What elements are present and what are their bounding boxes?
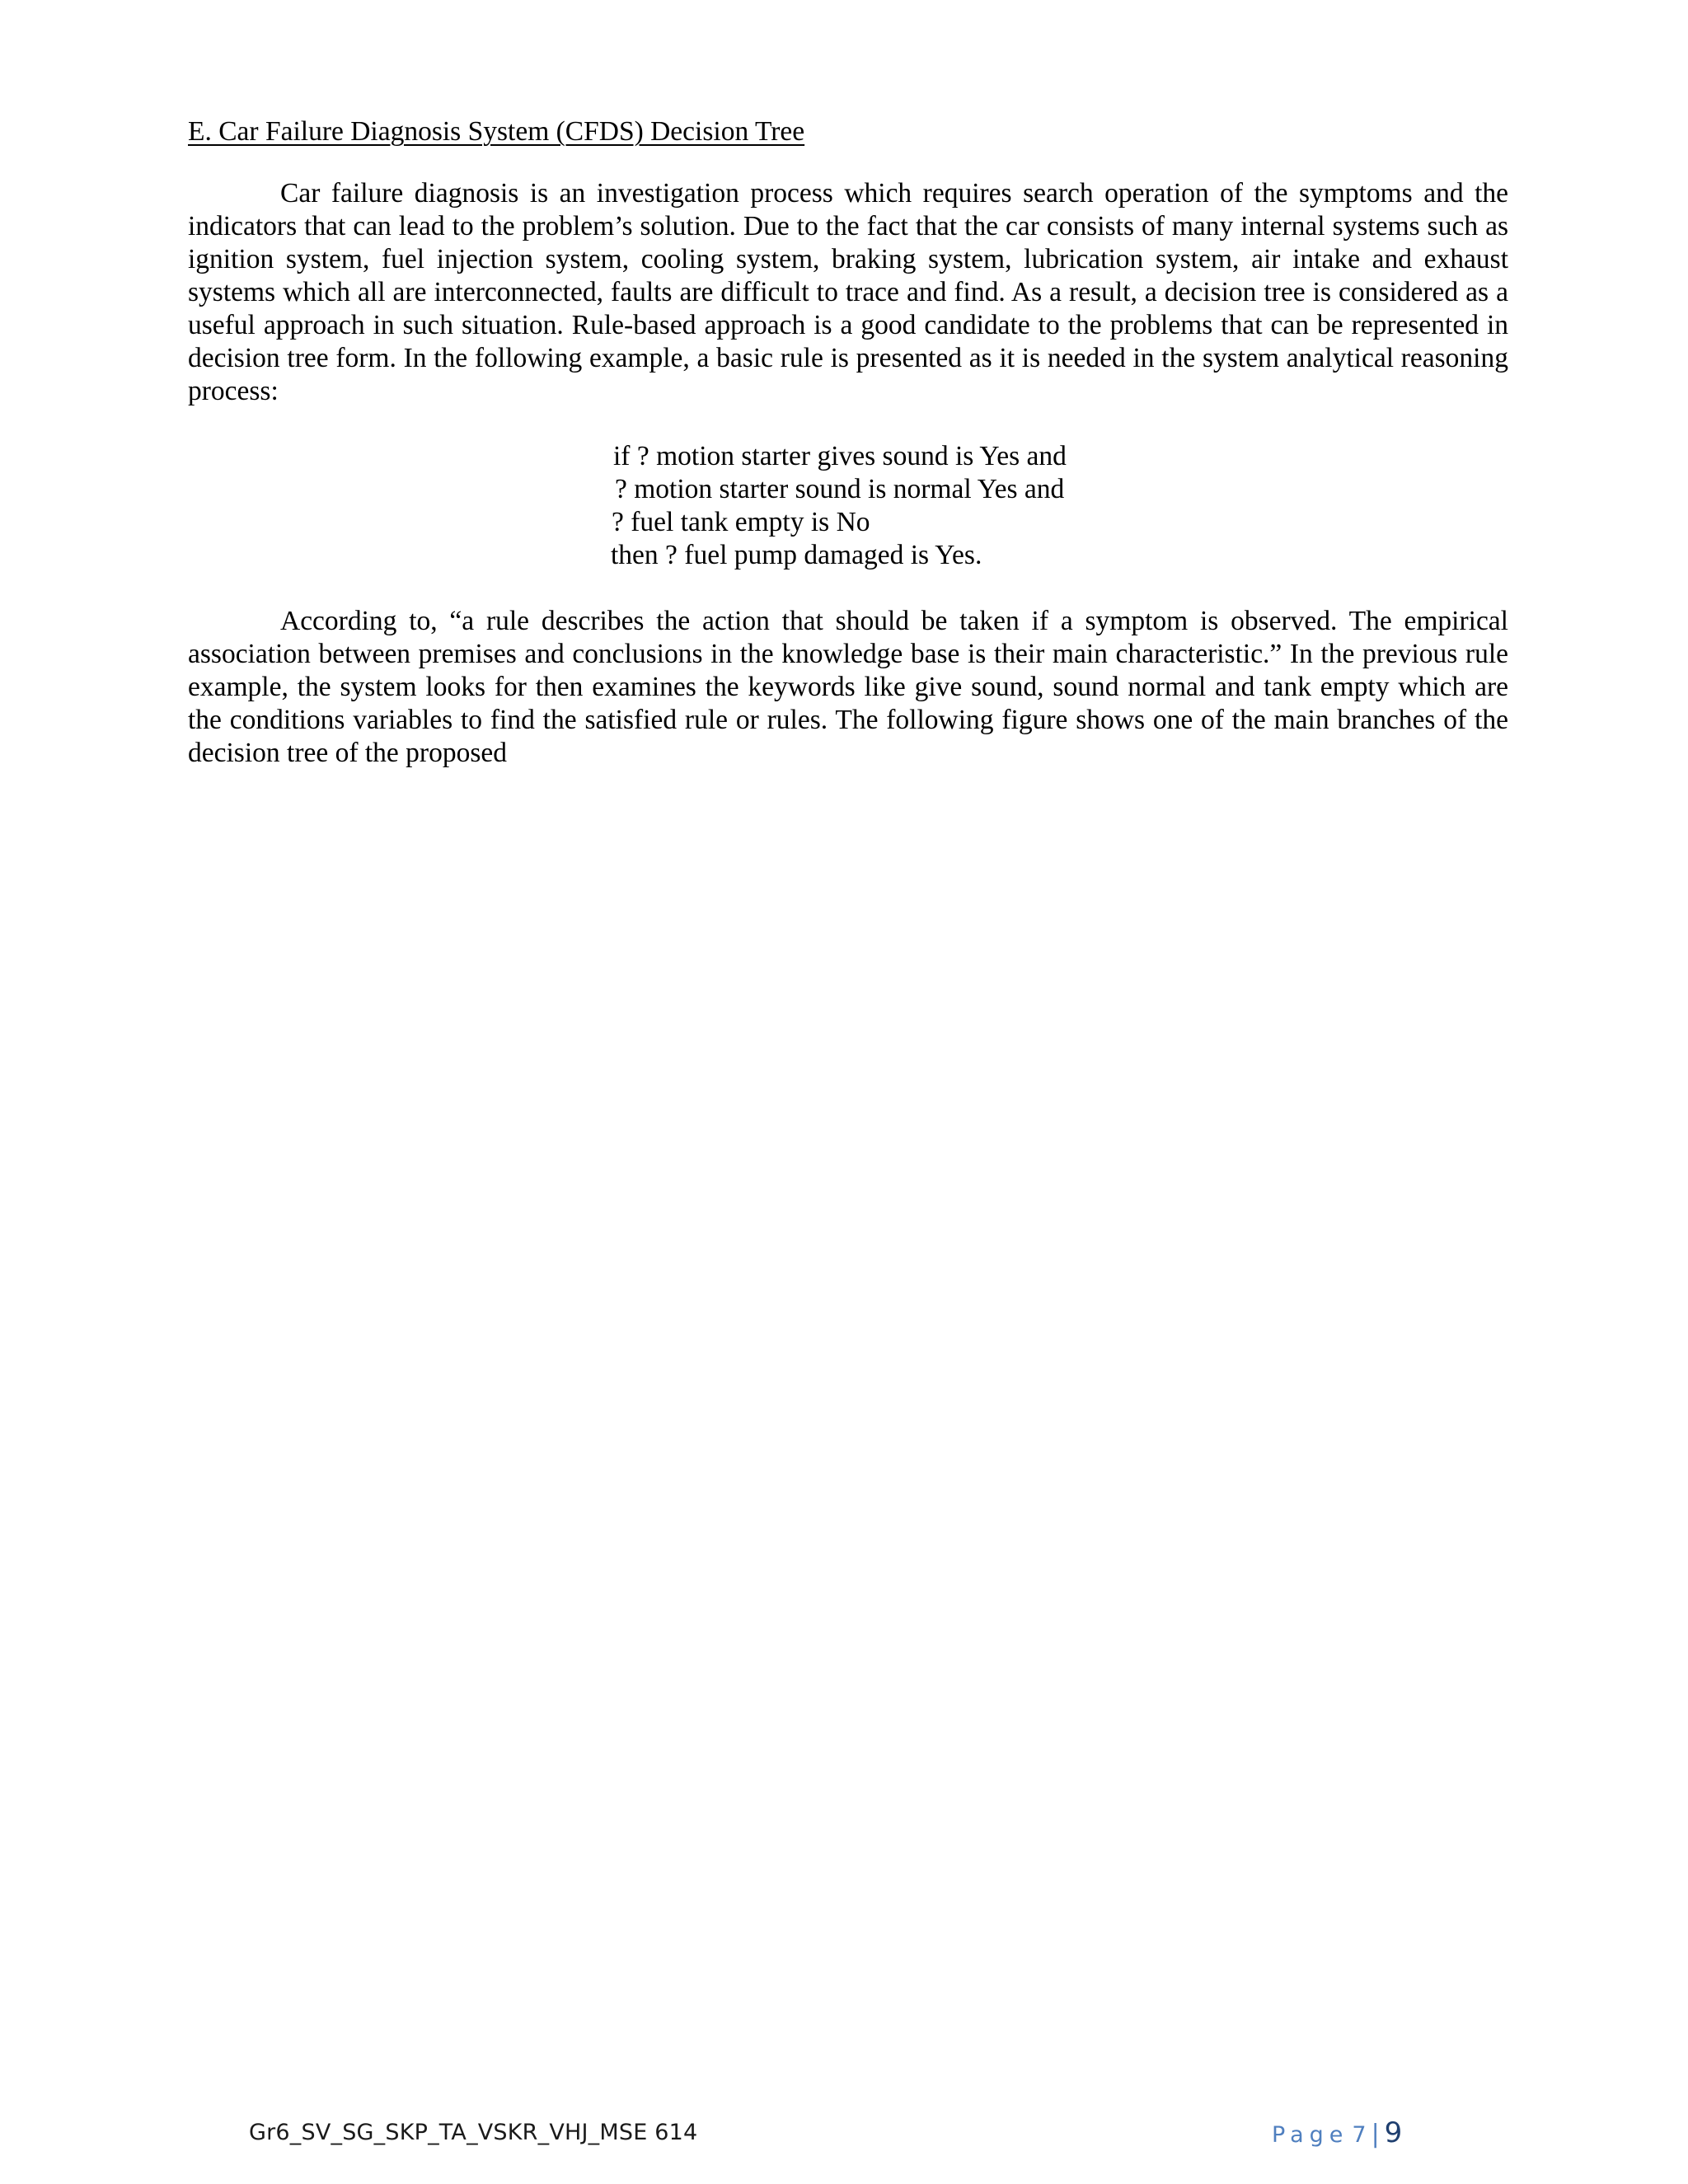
rule-example [188,440,1508,572]
intro-paragraph: Car failure diagnosis is an investigation process which requires search operation of the symptoms and the indicators that can lead to the problem’s solution. Due to the fact that the car consists of many internal systems such as ignition system, fuel injection system, cooling system, braking system, lubrication system, air intake and exhaust systems which all are interconnected, faults are difficult to trace and find. As a result, a decision tree is considered as a useful approach in such situation. Rule-based approach is a good candidate to the problems that can be represented in decision tree form. In the following example, a basic rule is presented as it is needed in the system analytical reasoning process: [188,178,1508,406]
footer-page-number: 7 [1352,2122,1367,2148]
footer-page-indicator [1272,2116,1402,2149]
explanation-paragraph: According to, “a rule describes the action that should be taken if a symptom is observed. The empirical association between premises and conclusions in the knowledge base is their main characteristic.” In the previous rule example, the system looks for then examines the keywords like give sound, sound normal and tank empty which are the conditions variables to find the satisfied rule or rules. The following figure shows one of the main branches of the decision tree of the proposed [188,606,1508,768]
page-footer [0,2116,1688,2153]
footer-page-label: Page [1272,2122,1349,2148]
footer-document-id: Gr6_SV_SG_SKP_TA_VSKR_VHJ_MSE 614 [249,2120,698,2145]
section-heading: E. Car Failure Diagnosis System (CFDS) Decision Tree [188,116,805,147]
rule-line-conclusion: then ? fuel pump damaged is Yes. [611,540,982,570]
footer-separator: | [1371,2120,1380,2149]
rule-line-condition-3: ? fuel tank empty is No [612,507,870,537]
rule-line-condition-1: if ? motion starter gives sound is Yes and [613,441,1067,471]
footer-total-pages: 9 [1384,2116,1403,2149]
document-page [188,115,1508,770]
rule-line-condition-2: ? motion starter sound is normal Yes and [615,474,1065,504]
